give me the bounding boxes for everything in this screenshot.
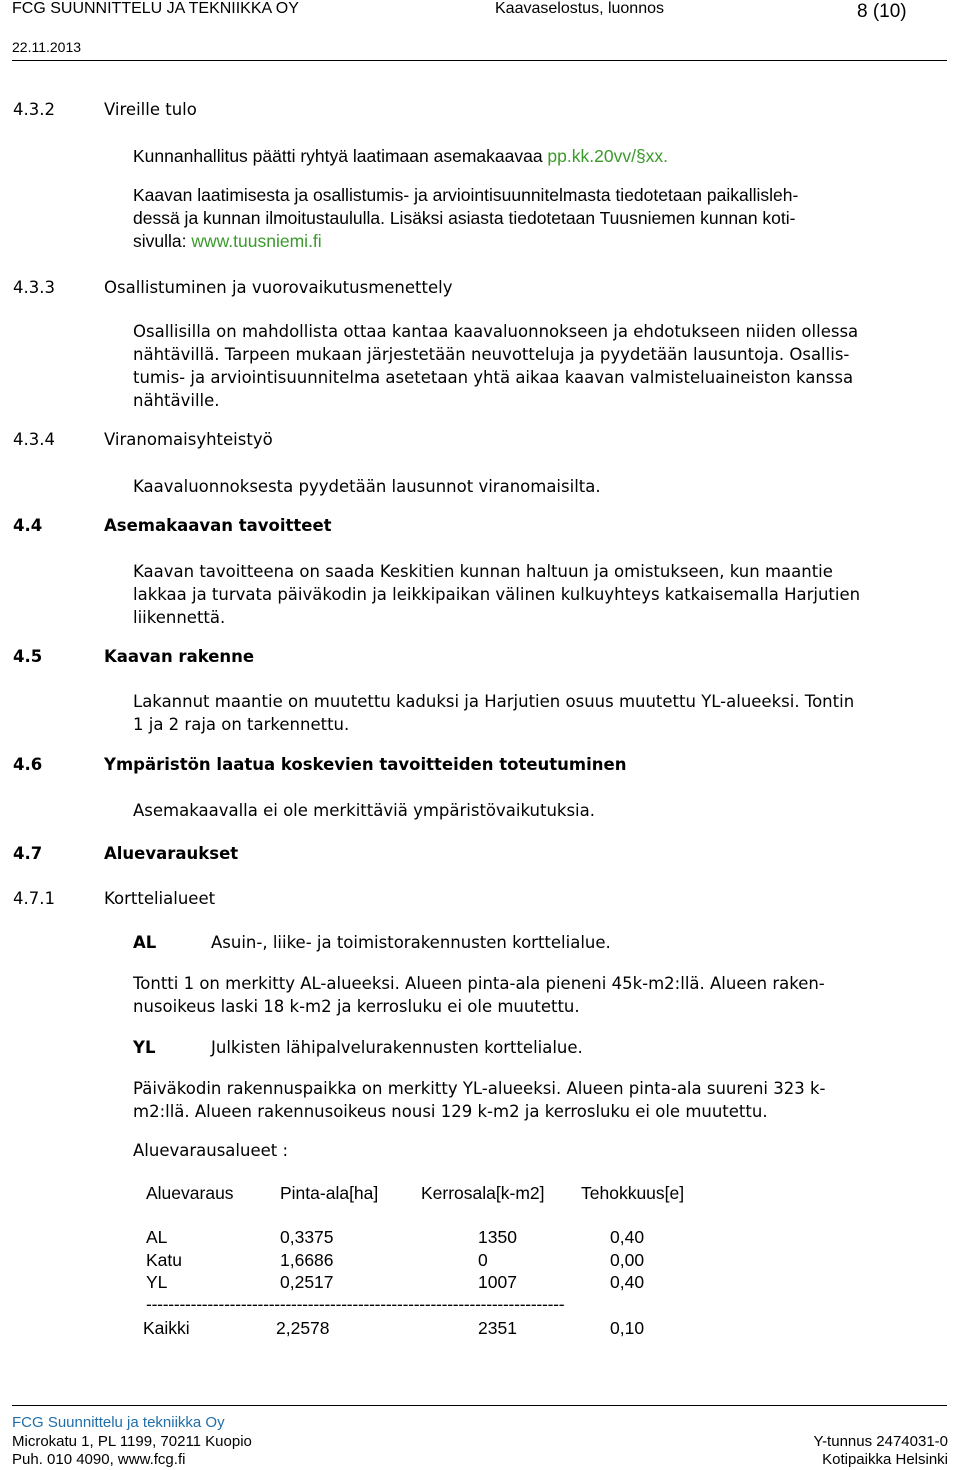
paragraph-line: nähtävillä. Tarpeen mukaan järjestetään neuvotteluja ja pyydetään lausuntoja. Osallis-: [133, 345, 850, 364]
section-title: Kaavan rakenne: [104, 647, 255, 666]
table-cell: 2,2578: [276, 1318, 330, 1338]
paragraph-line: lakkaa ja turvata päiväkodin ja leikkipaikan välinen kulkuyhteys katkaisemalla Harjutien: [133, 585, 861, 604]
paragraph-line: m2:llä. Alueen rakennusoikeus nousi 129 k-m2 ja kerrosluku ei ole muutettu.: [133, 1102, 768, 1121]
table-header-cell: Aluevaraus: [146, 1183, 234, 1203]
paragraph-line: Tontti 1 on merkitty AL-alueeksi. Alueen pinta-ala pieneni 45k-m2:llä. Alueen raken-: [133, 974, 825, 993]
table-header-cell: Kerrosala[k-m2]: [421, 1183, 545, 1203]
paragraph-line: tumis- ja arviointisuunnitelma asetetaan yhtä aikaa kaavan valmisteluaineiston kanssa: [133, 368, 854, 387]
section-number: 4.6: [13, 755, 43, 774]
table-cell: 0,40: [610, 1227, 645, 1247]
table-cell: 1007: [478, 1272, 517, 1292]
header-doc-title: Kaavaselostus, luonnos: [495, 0, 664, 17]
paragraph-line: Asemakaavalla ei ole merkittäviä ympäristövaikutuksia.: [133, 801, 595, 820]
paragraph-line: [133, 230, 322, 252]
footer-business-id: Y-tunnus 2474031-0: [813, 1433, 948, 1450]
table-cell: 0,00: [610, 1250, 645, 1270]
section-number: 4.7: [13, 844, 43, 863]
section-title: Osallistuminen ja vuorovaikutusmenettely: [104, 278, 453, 297]
paragraph-line: dessä ja kunnan ilmoitustaululla. Lisäksi asiasta tiedotetaan Tuusniemen kunnan koti-: [133, 208, 796, 228]
section-title: Asemakaavan tavoitteet: [104, 516, 332, 535]
paragraph-line: [133, 145, 668, 167]
footer-company: FCG Suunnittelu ja tekniikka Oy: [12, 1414, 225, 1431]
header-date: 22.11.2013: [12, 39, 82, 55]
table-cell: 0,10: [610, 1318, 645, 1338]
table-cell: 1,6686: [280, 1250, 334, 1270]
table-cell: 0,3375: [280, 1227, 334, 1247]
table-cell: 0: [478, 1250, 488, 1270]
summary-label: Aluevarausalueet :: [133, 1141, 289, 1160]
paragraph-line: liikennettä.: [133, 608, 226, 627]
header-company: FCG SUUNNITTELU JA TEKNIIKKA OY: [12, 0, 299, 17]
section-number: 4.5: [13, 647, 43, 666]
header-rule: [12, 60, 947, 61]
section-title: Aluevaraukset: [104, 844, 239, 863]
paragraph-line: Kaavan tavoitteena on saada Keskitien kunnan haltuun ja omistukseen, kun maantie: [133, 562, 833, 581]
zone-code-yl: YL: [133, 1038, 156, 1057]
table-separator: ---------------------------------------------------------------------------: [146, 1294, 565, 1314]
section-number: 4.3.3: [13, 278, 55, 297]
section-number: 4.3.4: [13, 430, 55, 449]
paragraph-line: Päiväkodin rakennuspaikka on merkitty YL-alueeksi. Alueen pinta-ala suureni 323 k-: [133, 1079, 826, 1098]
paragraph-line: Osallisilla on mahdollista ottaa kantaa kaavaluonnokseen ja ehdotukseen niiden ollessa: [133, 322, 859, 341]
paragraph-text: sivulla:: [133, 231, 192, 251]
table-cell: Kaikki: [143, 1318, 190, 1338]
section-number: 4.4: [13, 516, 43, 535]
paragraph-line: nusoikeus laski 18 k-m2 ja kerrosluku ei ole muutettu.: [133, 997, 580, 1016]
table-header-cell: Tehokkuus[e]: [581, 1183, 685, 1203]
section-number: 4.3.2: [13, 100, 55, 119]
table-cell: 2351: [478, 1318, 517, 1338]
table-cell: 0,40: [610, 1272, 645, 1292]
zone-description-yl: Julkisten lähipalvelurakennusten korttelialue.: [211, 1038, 583, 1057]
paragraph-line: nähtäville.: [133, 391, 220, 410]
section-title: Korttelialueet: [104, 889, 216, 908]
website-link[interactable]: www.tuusniemi.fi: [191, 231, 322, 251]
table-header-cell: Pinta-ala[ha]: [280, 1183, 379, 1203]
table-cell: YL: [146, 1272, 168, 1292]
footer-domicile: Kotipaikka Helsinki: [822, 1451, 948, 1468]
footer-address: Microkatu 1, PL 1199, 70211 Kuopio: [12, 1433, 252, 1450]
table-cell: 0,2517: [280, 1272, 334, 1292]
section-number: 4.7.1: [13, 889, 55, 908]
reference-link[interactable]: pp.kk.20vv/§xx.: [547, 146, 669, 166]
paragraph-text: Kunnanhallitus päätti ryhtyä laatimaan asemakaavaa: [133, 146, 548, 166]
paragraph-line: Kaavaluonnoksesta pyydetään lausunnot viranomaisilta.: [133, 477, 601, 496]
table-cell: 1350: [478, 1227, 517, 1247]
paragraph-line: 1 ja 2 raja on tarkennettu.: [133, 715, 350, 734]
table-cell: Katu: [146, 1250, 182, 1270]
section-title: Vireille tulo: [104, 100, 197, 119]
zone-code-al: AL: [133, 933, 157, 952]
footer-phone: Puh. 010 4090, www.fcg.fi: [12, 1451, 186, 1468]
section-title: Ympäristön laatua koskevien tavoitteiden toteutuminen: [104, 755, 627, 774]
paragraph-line: Lakannut maantie on muutettu kaduksi ja Harjutien osuus muutettu YL-alueeksi. Tontin: [133, 692, 855, 711]
header-page-number: 8 (10): [857, 1, 907, 22]
section-title: Viranomaisyhteistyö: [104, 430, 273, 449]
paragraph-line: Kaavan laatimisesta ja osallistumis- ja arviointisuunnitelmasta tiedotetaan paikallisleh-: [133, 185, 799, 205]
zone-description-al: Asuin-, liike- ja toimistorakennusten korttelialue.: [211, 933, 611, 952]
footer-rule: [12, 1405, 947, 1406]
table-cell: AL: [146, 1227, 168, 1247]
